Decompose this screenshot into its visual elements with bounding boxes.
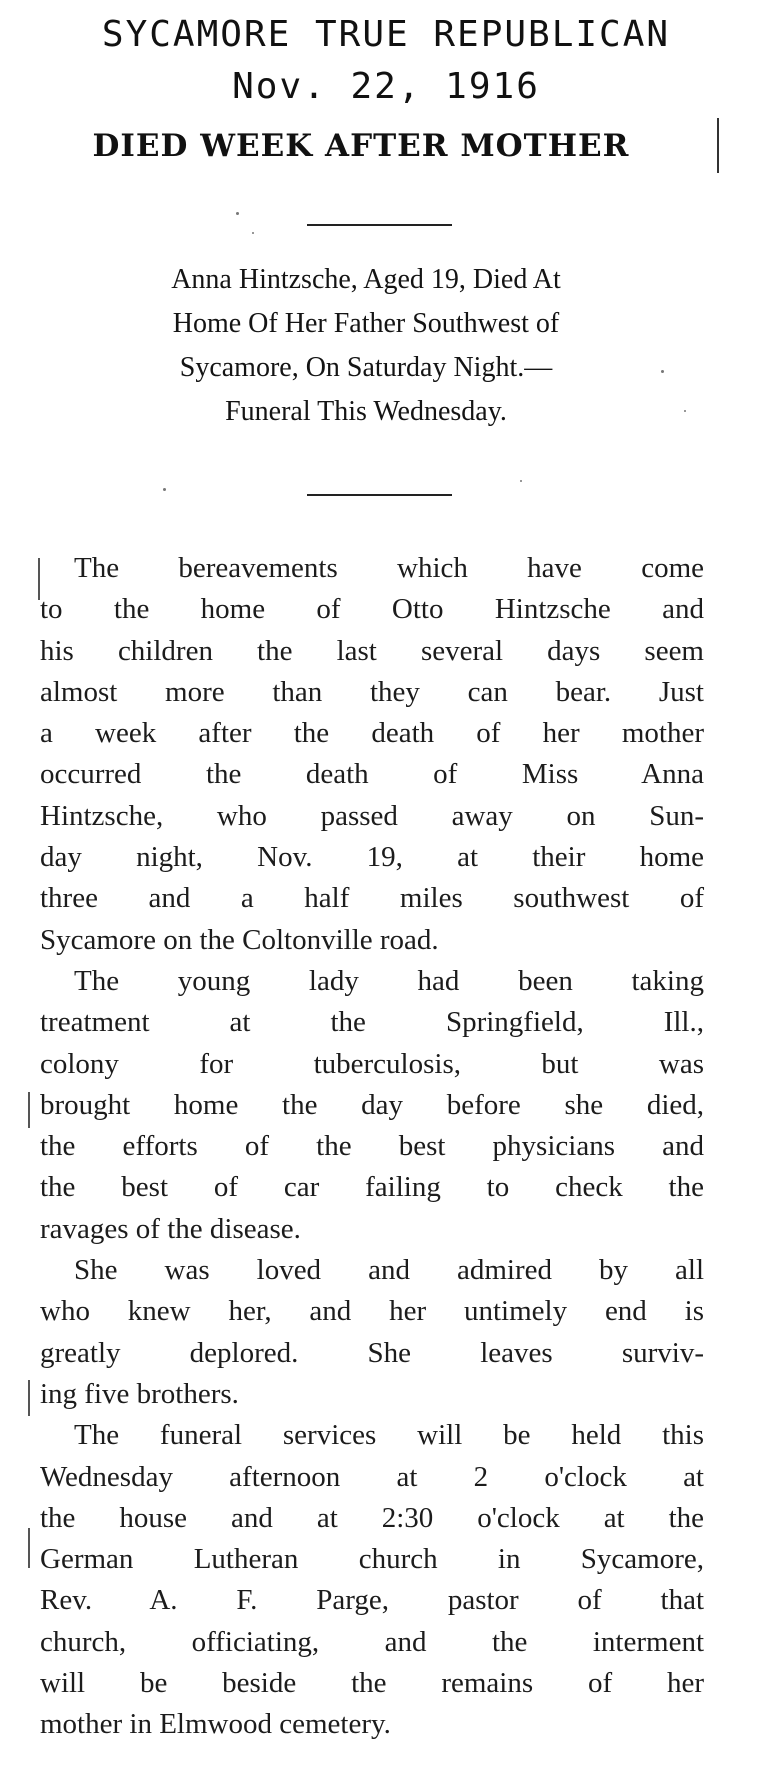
body-line: treatment at the Springfield, Ill., [40, 1006, 704, 1039]
margin-mark [28, 1092, 30, 1128]
print-speck [661, 370, 664, 373]
body-line: ing five brothers. [40, 1377, 239, 1410]
body-line: three and a half miles southwest of [40, 882, 704, 915]
article-body [40, 548, 704, 1746]
publication-date: Nov. 22, 1916 [232, 66, 540, 107]
body-line: occurred the death of Miss Anna [40, 758, 704, 791]
subhead-line: Home Of Her Father Southwest of [172, 308, 560, 339]
article-headline: DIED WEEK AFTER MOTHER [92, 128, 630, 164]
body-line: ravages of the disease. [40, 1212, 301, 1245]
body-line: almost more than they can bear. Just [40, 675, 704, 708]
body-line: The young lady had been taking [74, 964, 704, 997]
print-speck [236, 212, 239, 215]
body-line: who knew her, and her untimely end is [40, 1295, 704, 1328]
body-line: greatly deplored. She leaves surviv- [40, 1336, 704, 1369]
body-line: the best of car failing to check the [40, 1171, 704, 1204]
body-line: will be beside the remains of her [40, 1667, 704, 1700]
body-line: his children the last several days seem [40, 634, 704, 667]
body-line: brought home the day before she died, [40, 1088, 704, 1121]
body-line: mother in Elmwood cemetery. [40, 1708, 391, 1741]
body-line: church, officiating, and the interment [40, 1625, 704, 1658]
print-speck [684, 410, 686, 412]
print-speck [520, 480, 522, 482]
body-line: The funeral services will be held this [74, 1419, 704, 1452]
body-line: the efforts of the best physicians and [40, 1130, 704, 1163]
body-line: to the home of Otto Hintzsche and [40, 593, 704, 626]
body-line: The bereavements which have come [74, 552, 704, 584]
print-speck [163, 488, 166, 491]
divider-rule [307, 494, 452, 496]
subhead-line: Anna Hintzsche, Aged 19, Died At [171, 264, 561, 295]
column-rule [717, 118, 719, 173]
margin-mark [38, 558, 40, 600]
body-line: a week after the death of her mother [40, 717, 704, 750]
divider-rule [307, 224, 452, 226]
newspaper-name: SYCAMORE TRUE REPUBLICAN [101, 14, 671, 55]
body-line: Hintzsche, who passed away on Sun- [40, 799, 704, 832]
body-line: colony for tuberculosis, but was [40, 1047, 704, 1080]
subhead-line: Sycamore, On Saturday Night.— [179, 352, 553, 383]
margin-mark [28, 1528, 30, 1568]
margin-mark [28, 1380, 30, 1416]
body-line: day night, Nov. 19, at their home [40, 841, 704, 874]
print-speck [252, 232, 254, 234]
body-line: the house and at 2:30 o'clock at the [40, 1501, 704, 1534]
body-line: She was loved and admired by all [74, 1254, 704, 1287]
body-line: Wednesday afternoon at 2 o'clock at [40, 1460, 704, 1493]
body-line: Sycamore on the Coltonville road. [40, 923, 439, 956]
article-subhead [36, 258, 696, 434]
subhead-line: Funeral This Wednesday. [225, 396, 507, 427]
body-line: Rev. A. F. Parge, pastor of that [40, 1584, 704, 1617]
body-line: German Lutheran church in Sycamore, [40, 1543, 704, 1576]
